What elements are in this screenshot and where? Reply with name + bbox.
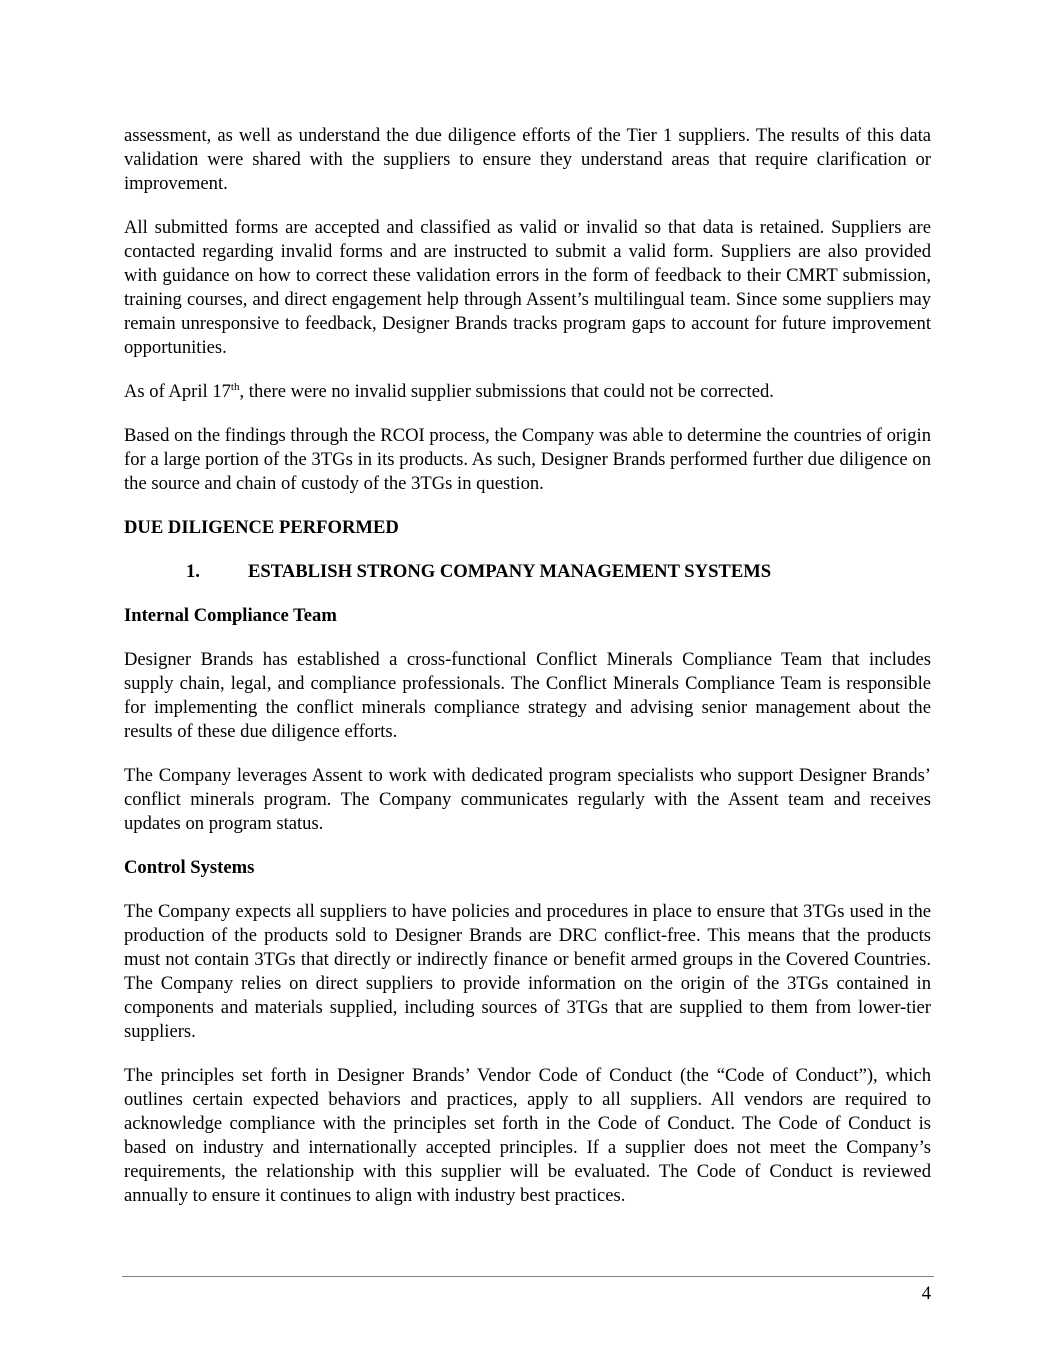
paragraph-assent-support: The Company leverages Assent to work with dedicated program specialists who support Designer Brands’ conflict minerals program. The Company communicates regularly with the Assent team and receives updates on program status. bbox=[124, 765, 931, 834]
heading-due-diligence: DUE DILIGENCE PERFORMED bbox=[124, 517, 399, 538]
heading-control-systems: Control Systems bbox=[124, 857, 255, 878]
page-number: 4 bbox=[921, 1283, 931, 1304]
paragraph-submitted-forms: All submitted forms are accepted and classified as valid or invalid so that data is retained. Suppliers are contacted regarding invalid forms and are instructed to submit a valid form. Suppliers are also provided with guidance on how to correct these validation errors in the form of feedback to their CMRT submission, training courses, and direct engagement help through Assent’s multilingual team. Since some suppliers may remain unresponsive to feedback, Designer Brands tracks program gaps to account for future improvement opportunities. bbox=[124, 217, 931, 358]
heading-internal-compliance-team: Internal Compliance Team bbox=[124, 605, 337, 626]
paragraph-data-validation: assessment, as well as understand the due diligence efforts of the Tier 1 suppliers. The results of this data validation were shared with the suppliers to ensure they understand areas that require clarification or improvement. bbox=[124, 125, 931, 194]
paragraph-code-of-conduct: The principles set forth in Designer Brands’ Vendor Code of Conduct (the “Code of Conduct”), which outlines certain expected behaviors and practices, apply to all suppliers. All vendors are required to acknowledge compliance with the principles set forth in the Code of Conduct. The Code of Conduct is based on industry and internationally accepted principles. If a supplier does not meet the Company’s requirements, the relationship with this supplier will be evaluated. The Code of Conduct is reviewed annually to ensure it continues to align with industry best practices. bbox=[124, 1065, 931, 1206]
section-number: 1. bbox=[186, 561, 200, 582]
paragraph-invalid-submissions-start: As of April 17 bbox=[124, 381, 231, 402]
document-body bbox=[124, 124, 931, 1228]
paragraph-invalid-submissions-end: , there were no invalid supplier submissions that could not be corrected. bbox=[239, 381, 774, 402]
paragraph-rcoi-findings: Based on the findings through the RCOI process, the Company was able to determine the countries of origin for a large portion of the 3TGs in its products. As such, Designer Brands performed further due diligence on the source and chain of custody of the 3TGs in question. bbox=[124, 425, 931, 494]
paragraph-supplier-expectations: The Company expects all suppliers to have policies and procedures in place to ensure that 3TGs used in the production of the products sold to Designer Brands are DRC conflict-free. This means that the products must not contain 3TGs that directly or indirectly finance or benefit armed groups in the Covered Countries. The Company relies on direct suppliers to provide information on the origin of the 3TGs contained in components and materials supplied, including sources of 3TGs that are supplied to them from lower-tier suppliers. bbox=[124, 901, 931, 1042]
section-heading bbox=[124, 560, 931, 584]
paragraph-compliance-team: Designer Brands has established a cross-functional Conflict Minerals Compliance Team that includes supply chain, legal, and compliance professionals. The Conflict Minerals Compliance Team is responsible for implementing the conflict minerals compliance strategy and advising senior management about the results of these due diligence efforts. bbox=[124, 649, 931, 742]
ordinal-suffix: th bbox=[230, 380, 240, 393]
section-title: ESTABLISH STRONG COMPANY MANAGEMENT SYSTEMS bbox=[248, 561, 772, 582]
footer-divider bbox=[122, 1276, 934, 1277]
paragraph-invalid-submissions bbox=[124, 380, 931, 404]
